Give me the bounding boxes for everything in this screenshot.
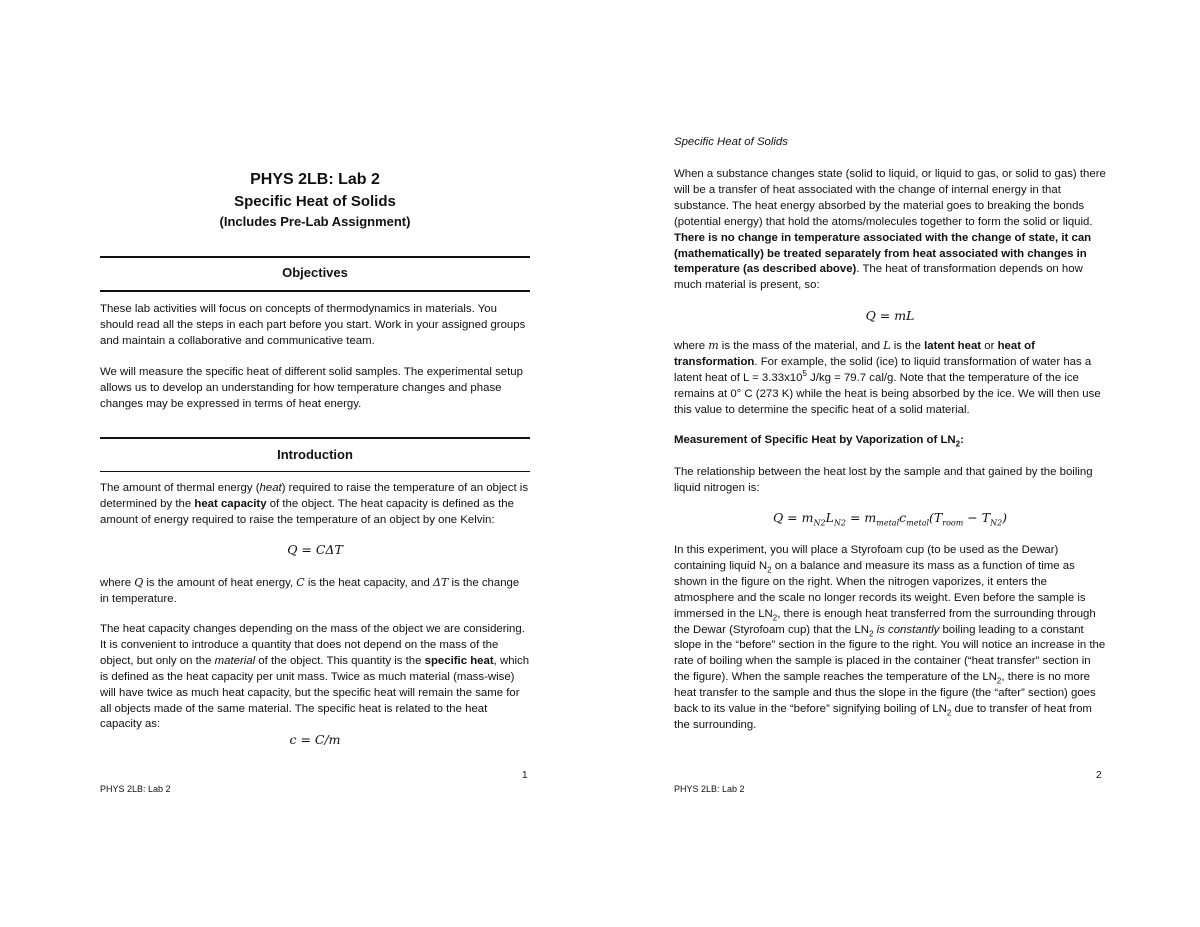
experiment-paragraph: In this experiment, you will place a Styrofoam cup (to be used as the Dewar) containing liquid $N_2$ on a balance and measure its mass as a function of time as shown in the figure on the right. When the nitrogen vaporizes, it enters the atmosphere and the scale no longer records its weight. Even before the sample is immersed in the $LN_2$, there is enough heat transferred from the surrounding through the Dewar (Styrofoam cup) that the $LN_2$ is constantly boiling leading to a constant slope in the “before” section in the figure to the right. You will notice an increase in the rate of boiling when the sample is placed in the container (“heat transfer” section in the figure). When the sample reaches the temperature of the $LN_2$, there is no more heat transfer to the sample and thus the slope in the figure (the “after” section) goes back to its value in the “before” signifying boiling of $LN_2$ due to transfer of heat from the surrounding. bbox=[674, 544, 1106, 731]
page-number: 1 bbox=[522, 770, 528, 781]
introduction-bottom-rule bbox=[100, 471, 530, 472]
latent-heat-paragraph: where m is the mass of the material, and L is the latent heat or heat of transformation. For example, the solid (ice) to liquid transformation of water has a latent heat of $L = 3.33x10^5$ J/kg = 79.7 cal/g. Note that the temperature of the ice remains at 0° C (273 K) while the heat is being absorbed by the ice. We will then use this value to determine the specific heat of a solid material. bbox=[674, 339, 1101, 416]
equation-specific-heat: c = C/m bbox=[289, 732, 341, 747]
page-number: 2 bbox=[1096, 770, 1102, 781]
intro-paragraph-3: The heat capacity changes depending on the mass of the object we are considering. It is convenient to introduce a quantity that does not depend on the mass of the object, but only on the material of the object. This quantity is the specific heat, which is defined as the heat capacity per unit mass. Twice as much material (mass-wise) will have twice as much heat capacity, but the specific heat will remain the same for all objects made of the same material. The specific heat is related to the heat capacity as: bbox=[100, 623, 530, 731]
state-change-paragraph: When a substance changes state (solid to liquid, or liquid to gas, or solid to gas) there will be a transfer of heat associated with the change of internal energy in that substance. The heat energy absorbed by the material goes to breaking the bonds (potential energy) that hold the atoms/molecules together to form the solid or liquid. There is no change in temperature associated with the change of state, it can (mathematically) be treated separately from heat associated with changes in temperature (as described above). The heat of transformation depends on how much material is present, so: bbox=[674, 168, 1106, 292]
page-footer: PHYS 2LB: Lab 2 bbox=[674, 784, 745, 794]
objectives-paragraph-1: These lab activities will focus on concepts of thermodynamics in materials. You should read all the steps in each part before you start. Work in your assigned groups and maintain a collaborative and communicative team. bbox=[100, 303, 526, 347]
introduction-top-rule bbox=[100, 437, 530, 439]
intro-paragraph-where: where Q is the amount of heat energy, C is the heat capacity, and ΔT is the change in temperature. bbox=[100, 576, 520, 605]
equation-heat-capacity: Q = CΔT bbox=[287, 542, 343, 557]
objectives-bottom-rule bbox=[100, 290, 530, 292]
doc-note: (Includes Pre-Lab Assignment) bbox=[219, 214, 411, 229]
page-header: Specific Heat of Solids bbox=[674, 136, 788, 148]
page-2 bbox=[600, 0, 1200, 927]
objectives-heading: Objectives bbox=[282, 265, 348, 280]
equation-heat-balance: $Q = m_{N2}L_{N2} = m_{metal}c_{metal}(T_{room} - T_{N2})$ bbox=[772, 510, 1008, 528]
introduction-heading: Introduction bbox=[277, 447, 353, 462]
objectives-paragraph-2: We will measure the specific heat of different solid samples. The experimental setup allows us to develop an understanding for how temperature changes and phase changes may be expressed in terms of heat energy. bbox=[100, 366, 523, 410]
measurement-heading: Measurement of Specific Heat by Vaporization of $LN_2$: bbox=[674, 434, 964, 449]
page-footer: PHYS 2LB: Lab 2 bbox=[100, 784, 171, 794]
doc-title: PHYS 2LB: Lab 2 bbox=[250, 171, 380, 188]
relationship-paragraph: The relationship between the heat lost by the sample and that gained by the boiling liquid nitrogen is: bbox=[674, 466, 1093, 494]
intro-paragraph-1: The amount of thermal energy (heat) required to raise the temperature of an object is determined by the heat capacity of the object. The heat capacity is defined as the amount of energy required to raise the temperature of an object by one Kelvin: bbox=[100, 482, 529, 526]
doc-subtitle: Specific Heat of Solids bbox=[234, 193, 396, 210]
objectives-top-rule bbox=[100, 256, 530, 258]
equation-latent-heat: Q = mL bbox=[865, 308, 915, 323]
